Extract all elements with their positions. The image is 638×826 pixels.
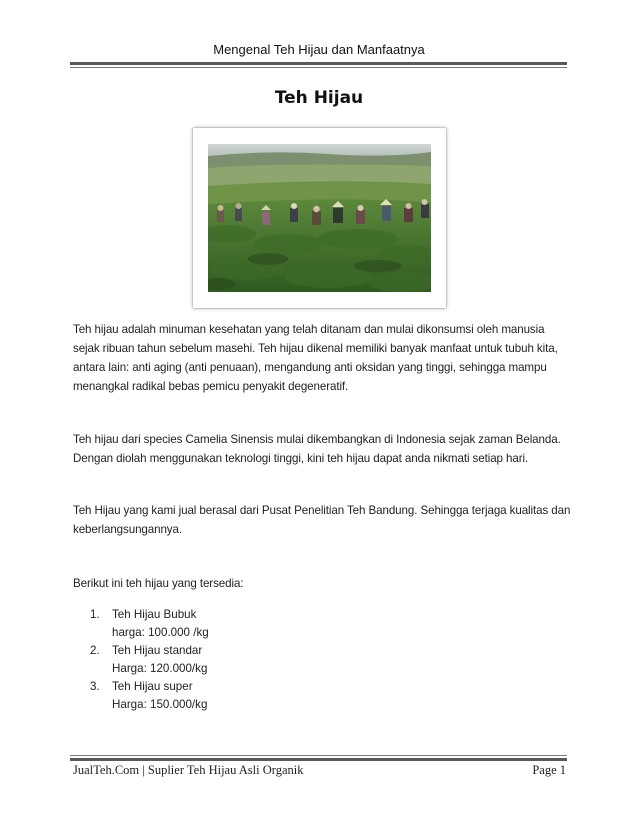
header-title: Mengenal Teh Hijau dan Manfaatnya: [213, 42, 425, 57]
paragraph-list-intro: Berikut ini teh hijau yang tersedia:: [73, 577, 244, 590]
list-item: [90, 678, 490, 714]
product-price: Harga: 120.000/kg: [112, 662, 208, 675]
product-price: harga: 100.000 /kg: [112, 626, 209, 639]
list-number: 1.: [90, 608, 100, 621]
footer-site: JualTeh.Com | Suplier Teh Hijau Asli Organik: [73, 763, 304, 777]
page-number: Page 1: [532, 763, 566, 777]
tea-plantation-image: [193, 128, 446, 308]
paragraph-source: Teh Hijau yang kami jual berasal dari Pusat Penelitian Teh Bandung. Sehingga terjaga kualitas dan keberlangsungannya.: [73, 504, 571, 536]
product-name: Teh Hijau Bubuk: [112, 608, 197, 621]
product-name: Teh Hijau super: [112, 680, 193, 693]
paragraph-intro: Teh hijau adalah minuman kesehatan yang telah ditanam dan mulai dikonsumsi oleh manusia sejak ribuan tahun sebelum masehi. Teh hijau dikenal memiliki banyak manfaat untuk tubuh kita, antara lain: anti aging (anti penuaan), mengandung anti oksidan yang tinggi, sehingga mampu menangkal radikal bebas pemicu penyakit degeneratif.: [73, 323, 558, 393]
tea-plantation-photo: [208, 144, 431, 292]
footer-rule-thin: [70, 755, 567, 756]
header-rule-thick: [70, 62, 567, 65]
product-price: Harga: 150.000/kg: [112, 698, 208, 711]
product-name: Teh Hijau standar: [112, 644, 203, 657]
list-number: 3.: [90, 680, 100, 693]
paragraph-history: Teh hijau dari species Camelia Sinensis mulai dikembangkan di Indonesia sejak zaman Belanda. Dengan diolah menggunakan teknologi tinggi, kini teh hijau dapat anda nikmati setiap hari.: [73, 433, 561, 465]
list-number: 2.: [90, 644, 100, 657]
product-list: [90, 606, 490, 714]
list-item: [90, 606, 490, 642]
list-item: [90, 642, 490, 678]
document-title: Teh Hijau: [274, 88, 364, 108]
footer-rule-thick: [70, 758, 567, 761]
header-rule-thin: [70, 67, 567, 68]
